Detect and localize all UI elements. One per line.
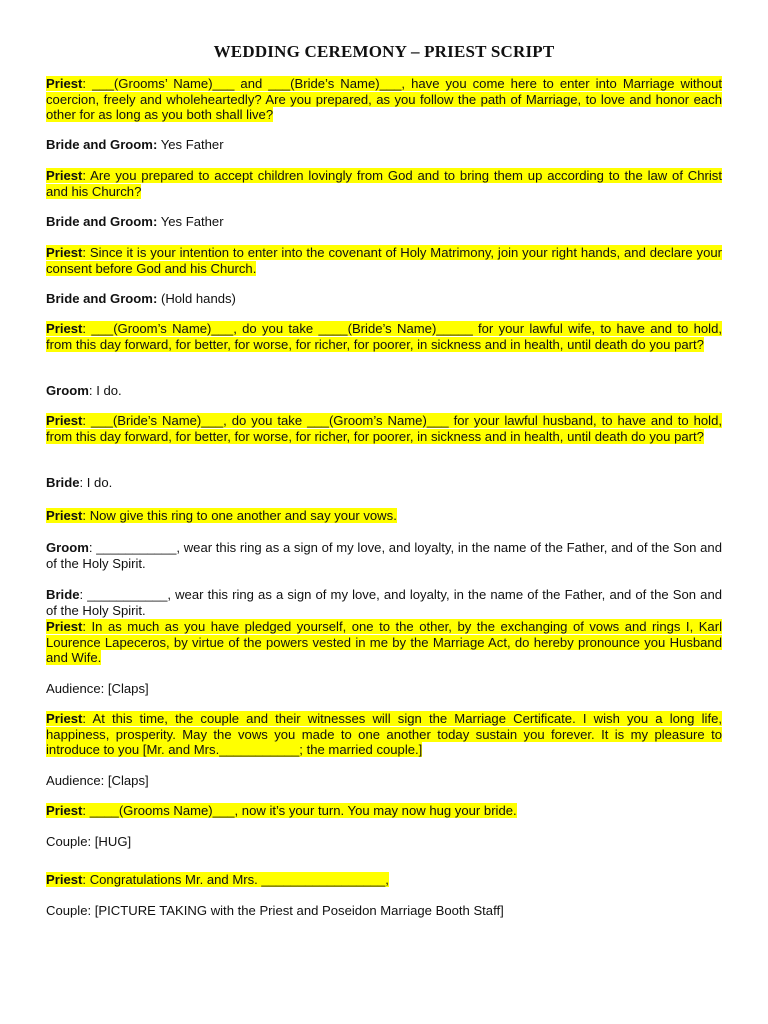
script-block [46,508,722,524]
dialogue-text: ___(Groom’s Name)___, do you take ____(Bride’s Name)_____ for your lawful wife, to have and to hold, from this day forward, for better, for worse, for richer, for poorer, in sickness and in health, until death do you part? [46,321,722,352]
script-block [46,321,722,352]
speaker-label: Bride and Groom: [46,137,158,152]
script-block [46,137,722,153]
dialogue-text: ____(Grooms Name)___, now it’s your turn. You may now hug your bride. [89,803,517,818]
dialogue-text: Yes Father [160,137,224,152]
speaker-label: Priest [46,711,83,726]
highlight: Priest: In as much as you have pledged yourself, one to the other, by the exchanging of vows and rings I, Karl Lourence Lapeceros, by virtue of the powers vested in me by the Marriage Act, do hereby pronounce you Husband and Wife. [46,619,722,666]
speaker-label: Bride [46,475,80,490]
speaker-label: Bride and Groom: [46,214,158,229]
highlight: Priest: Are you prepared to accept children lovingly from God and to bring them up according to the law of Christ and his Church? [46,168,722,199]
script-block [46,413,722,444]
dialogue-text: ___________, wear this ring as a sign of my love, and loyalty, in the name of the Father, and of the Son and of the Holy Spirit. [46,540,722,571]
script-block [46,711,722,758]
dialogue-text: ___(Bride’s Name)___, do you take ___(Groom’s Name)___ for your lawful husband, to have and to hold, from this day forward, for better, for worse, for richer, for poorer, in sickness and in health, until death do you part? [46,413,722,444]
speaker-label: Priest [46,872,83,887]
dialogue-text: Yes Father [160,214,224,229]
document-title: WEDDING CEREMONY – PRIEST SCRIPT [213,42,555,61]
dialogue-text: I do. [96,383,122,398]
highlight: Priest: ___(Grooms’ Name)___ and ___(Bride’s Name)___, have you come here to enter into Marriage without coercion, freely and wholeheartedly? Are you prepared, as you follow the path of Marriage, to love and honor each other for as long as you both shall live? [46,76,722,123]
script-block [46,903,722,919]
speaker-label: Priest [46,508,83,523]
script-block [46,803,722,819]
speaker-label: Priest [46,413,83,428]
highlight: Priest: At this time, the couple and their witnesses will sign the Marriage Certificate. I wish you a long life, happiness, prosperity. May the vows you made to one another today sustain you forever. It is my pleasure to introduce to you [Mr. and Mrs.___________; the married couple.] [46,711,722,758]
dialogue-text: Couple: [HUG] [46,834,132,849]
highlight: Priest: Congratulations Mr. and Mrs. _________________, [46,872,389,887]
dialogue-text: Congratulations Mr. and Mrs. _________________, [89,872,389,887]
dialogue-text: Couple: [PICTURE TAKING with the Priest and Poseidon Marriage Booth Staff] [46,903,504,918]
dialogue-text: ___(Grooms’ Name)___ and ___(Bride’s Name)___, have you come here to enter into Marriage without coercion, freely and wholeheartedly? Are you prepared, as you follow the path of Marriage, to love and honor each other for as long as you both shall live? [46,76,722,123]
script-block [46,834,722,850]
speaker-label: Bride [46,587,80,602]
speaker-label: Groom [46,540,89,555]
speaker-label: Groom [46,383,89,398]
dialogue-text: At this time, the couple and their witnesses will sign the Marriage Certificate. I wish you a long life, happiness, prosperity. May the vows you made to one another today sustain you forever. It is my pleasure to introduce to you [Mr. and Mrs.___________; the married couple.] [46,711,722,758]
dialogue-text: In as much as you have pledged yourself, one to the other, by the exchanging of vows and rings I, Karl Lourence Lapeceros, by virtue of the powers vested in me by the Marriage Act, do hereby pronounce you Husband and Wife. [46,619,722,666]
script-block [46,245,722,276]
speaker-label: Priest [46,245,83,260]
highlight: Priest: Now give this ring to one another and say your vows. [46,508,397,523]
script-block [46,291,722,307]
speaker-label: Priest [46,168,83,183]
script-block [46,681,722,697]
speaker-label: Priest [46,803,83,818]
script-block [46,619,722,666]
script-block: Groom: ___________, wear this ring as a sign of my love, and loyalty, in the name of the Father, and of the Son and of the Holy Spirit. [46,540,722,571]
script-block [46,214,722,230]
script-block [46,168,722,199]
script-block: Groom: I do. [46,383,122,398]
speaker-label: Priest [46,76,83,91]
dialogue-text: Audience: [Claps] [46,773,149,788]
script-block: Bride: I do. [46,475,113,490]
script-block: Bride: ___________, wear this ring as a sign of my love, and loyalty, in the name of the Father, and of the Son and of the Holy Spirit. [46,587,723,618]
dialogue-text: Now give this ring to one another and say your vows. [89,508,397,523]
dialogue-text: (Hold hands) [160,291,236,306]
dialogue-text: I do. [86,475,113,490]
highlight: Priest: ___(Bride’s Name)___, do you take ___(Groom’s Name)___ for your lawful husband, to have and to hold, from this day forward, for better, for worse, for richer, for poorer, in sickness and in health, until death do you part? [46,413,722,444]
speaker-label: Priest [46,321,83,336]
speaker-label: Bride and Groom: [46,291,158,306]
dialogue-text: ___________, wear this ring as a sign of my love, and loyalty, in the name of the Father, and of the Son and of the Holy Spirit. [46,587,723,618]
dialogue-text: Audience: [Claps] [46,681,149,696]
highlight: Priest: Since it is your intention to enter into the covenant of Holy Matrimony, join your right hands, and declare your consent before God and his Church. [46,245,722,276]
dialogue-text: Since it is your intention to enter into the covenant of Holy Matrimony, join your right hands, and declare your consent before God and his Church. [46,245,722,276]
highlight: Priest: ____(Grooms Name)___, now it’s your turn. You may now hug your bride. [46,803,517,818]
speaker-label: Priest [46,619,83,634]
dialogue-text: Are you prepared to accept children lovingly from God and to bring them up according to the law of Christ and his Church? [46,168,722,199]
highlight: Priest: ___(Groom’s Name)___, do you take ____(Bride’s Name)_____ for your lawful wife, to have and to hold, from this day forward, for better, for worse, for richer, for poorer, in sickness and in health, until death do you part? [46,321,722,352]
script-block [46,773,722,789]
script-block [46,76,722,123]
script-block [46,872,722,888]
